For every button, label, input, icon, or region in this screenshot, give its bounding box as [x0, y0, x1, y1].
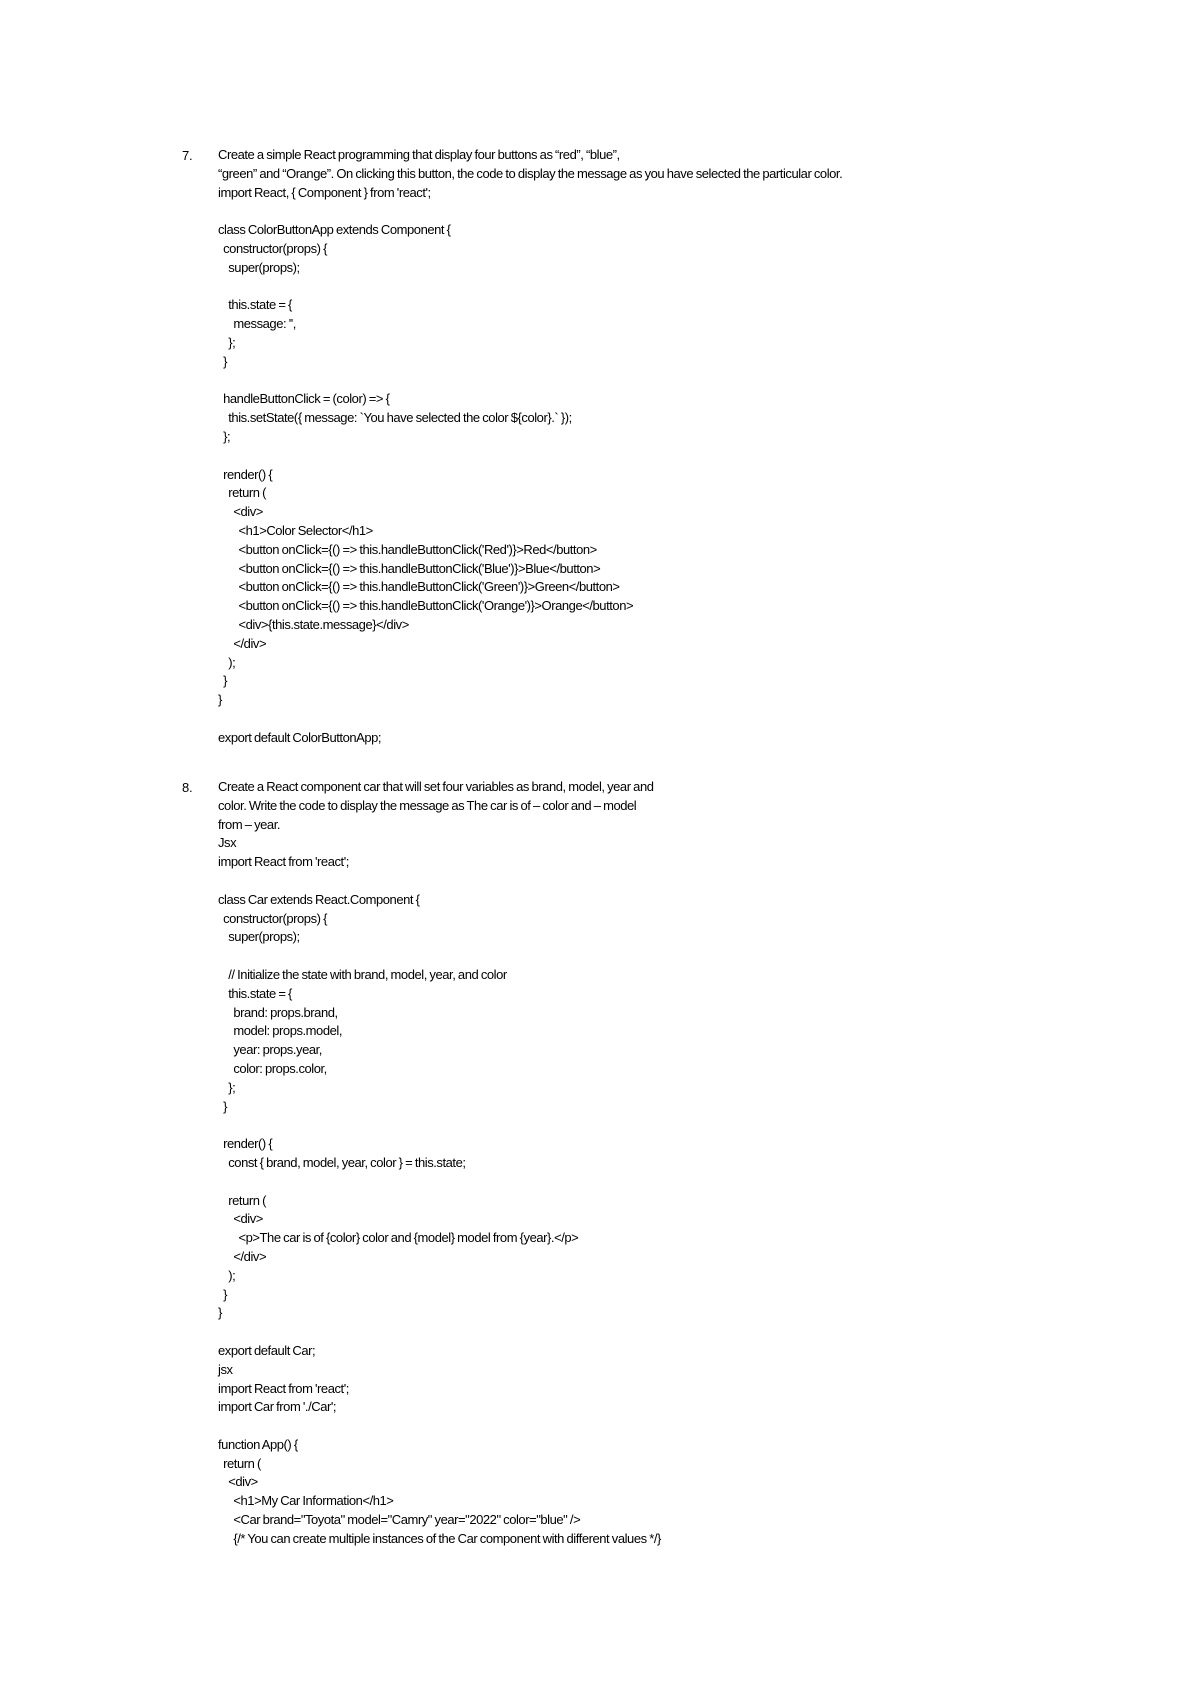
text-line: <div>{this.state.message}</div> — [218, 616, 409, 632]
text-line: function App() { — [218, 1436, 298, 1452]
blank-line — [218, 372, 1158, 391]
question-number: 7. — [182, 148, 193, 163]
text-line: } — [218, 1098, 228, 1114]
blank-line — [218, 447, 1158, 466]
blank-line — [218, 1417, 1158, 1436]
text-line: import Car from './Car'; — [218, 1399, 337, 1415]
text-line: <p>The car is of {color} color and {model} model from {year}.</p> — [218, 1230, 579, 1246]
text-line: <button onClick={() => this.handleButtonClick('Orange')}>Orange</button> — [218, 598, 634, 614]
text-line: constructor(props) { — [218, 240, 327, 256]
text-line: from – year. — [218, 816, 281, 832]
text-line: Create a simple React programming that display four buttons as “red”, “blue”, — [218, 147, 620, 162]
text-line: this.state = { — [218, 297, 292, 313]
text-line: }; — [218, 334, 236, 350]
text-line: </div> — [218, 1248, 267, 1264]
text-line: </div> — [218, 635, 267, 651]
text-line: ); — [218, 654, 236, 670]
blank-line — [218, 278, 1158, 297]
blank-line — [218, 1116, 1158, 1135]
text-line: render() { — [218, 466, 273, 482]
text-line: return ( — [218, 485, 266, 501]
question-body — [218, 146, 1158, 748]
text-line: render() { — [218, 1136, 273, 1152]
text-line: class Car extends React.Component { — [218, 891, 420, 907]
text-line: import React from 'react'; — [218, 854, 349, 870]
question-number: 8. — [182, 780, 193, 795]
text-line: // Initialize the state with brand, model, year, and color — [218, 966, 507, 982]
text-line: } — [218, 1286, 228, 1302]
text-line: jsx — [218, 1361, 233, 1377]
text-line: constructor(props) { — [218, 910, 327, 926]
text-line: export default ColorButtonApp; — [218, 729, 382, 745]
text-line: } — [218, 1305, 222, 1321]
text-line: return ( — [218, 1455, 261, 1471]
text-line: super(props); — [218, 259, 300, 275]
text-line: Create a React component car that will set four variables as brand, model, year and — [218, 779, 654, 794]
blank-line — [218, 872, 1158, 891]
text-line: <h1>Color Selector</h1> — [218, 522, 373, 538]
text-line: year: props.year, — [218, 1042, 322, 1058]
text-line: brand: props.brand, — [218, 1004, 338, 1020]
text-line: return ( — [218, 1192, 266, 1208]
text-line: export default Car; — [218, 1342, 316, 1358]
text-line: handleButtonClick = (color) => { — [218, 391, 390, 407]
text-line: Jsx — [218, 835, 237, 851]
text-line: const { brand, model, year, color } = this.state; — [218, 1154, 466, 1170]
text-line: }; — [218, 1079, 236, 1095]
blank-line — [218, 1173, 1158, 1192]
text-line: <Car brand="Toyota" model="Camry" year="2022" color="blue" /> — [218, 1512, 581, 1528]
text-line: <button onClick={() => this.handleButtonClick('Red')}>Red</button> — [218, 541, 597, 557]
text-line: import React from 'react'; — [218, 1380, 349, 1396]
text-line: model: props.model, — [218, 1023, 343, 1039]
text-line: <div> — [218, 1211, 263, 1227]
text-line: <button onClick={() => this.handleButtonClick('Blue')}>Blue</button> — [218, 560, 601, 576]
text-line: “green” and “Orange”. On clicking this button, the code to display the message as you have selected the particular color. — [218, 165, 843, 181]
blank-line — [218, 202, 1158, 221]
text-line: class ColorButtonApp extends Component { — [218, 222, 451, 238]
text-line: <div> — [218, 504, 263, 520]
text-line: {/* You can create multiple instances of the Car component with different values */} — [218, 1530, 661, 1546]
text-line: <button onClick={() => this.handleButtonClick('Green')}>Green</button> — [218, 579, 620, 595]
text-line: <h1>My Car Information</h1> — [218, 1493, 394, 1509]
question-body — [218, 778, 1158, 1549]
text-line: this.setState({ message: `You have selected the color ${color}.` }); — [218, 410, 572, 426]
text-line: <div> — [218, 1474, 258, 1490]
blank-line — [218, 947, 1158, 966]
text-line: } — [218, 692, 222, 708]
text-line: color: props.color, — [218, 1060, 327, 1076]
text-line: message: '', — [218, 316, 296, 332]
text-line: ); — [218, 1267, 236, 1283]
text-line: } — [218, 673, 228, 689]
text-line: super(props); — [218, 929, 300, 945]
text-line: }; — [218, 428, 231, 444]
text-line: this.state = { — [218, 985, 292, 1001]
text-line: color. Write the code to display the message as The car is of – color and – model — [218, 797, 637, 813]
blank-line — [218, 710, 1158, 729]
blank-line — [218, 1323, 1158, 1342]
text-line: } — [218, 353, 228, 369]
text-line: import React, { Component } from 'react'; — [218, 184, 431, 200]
